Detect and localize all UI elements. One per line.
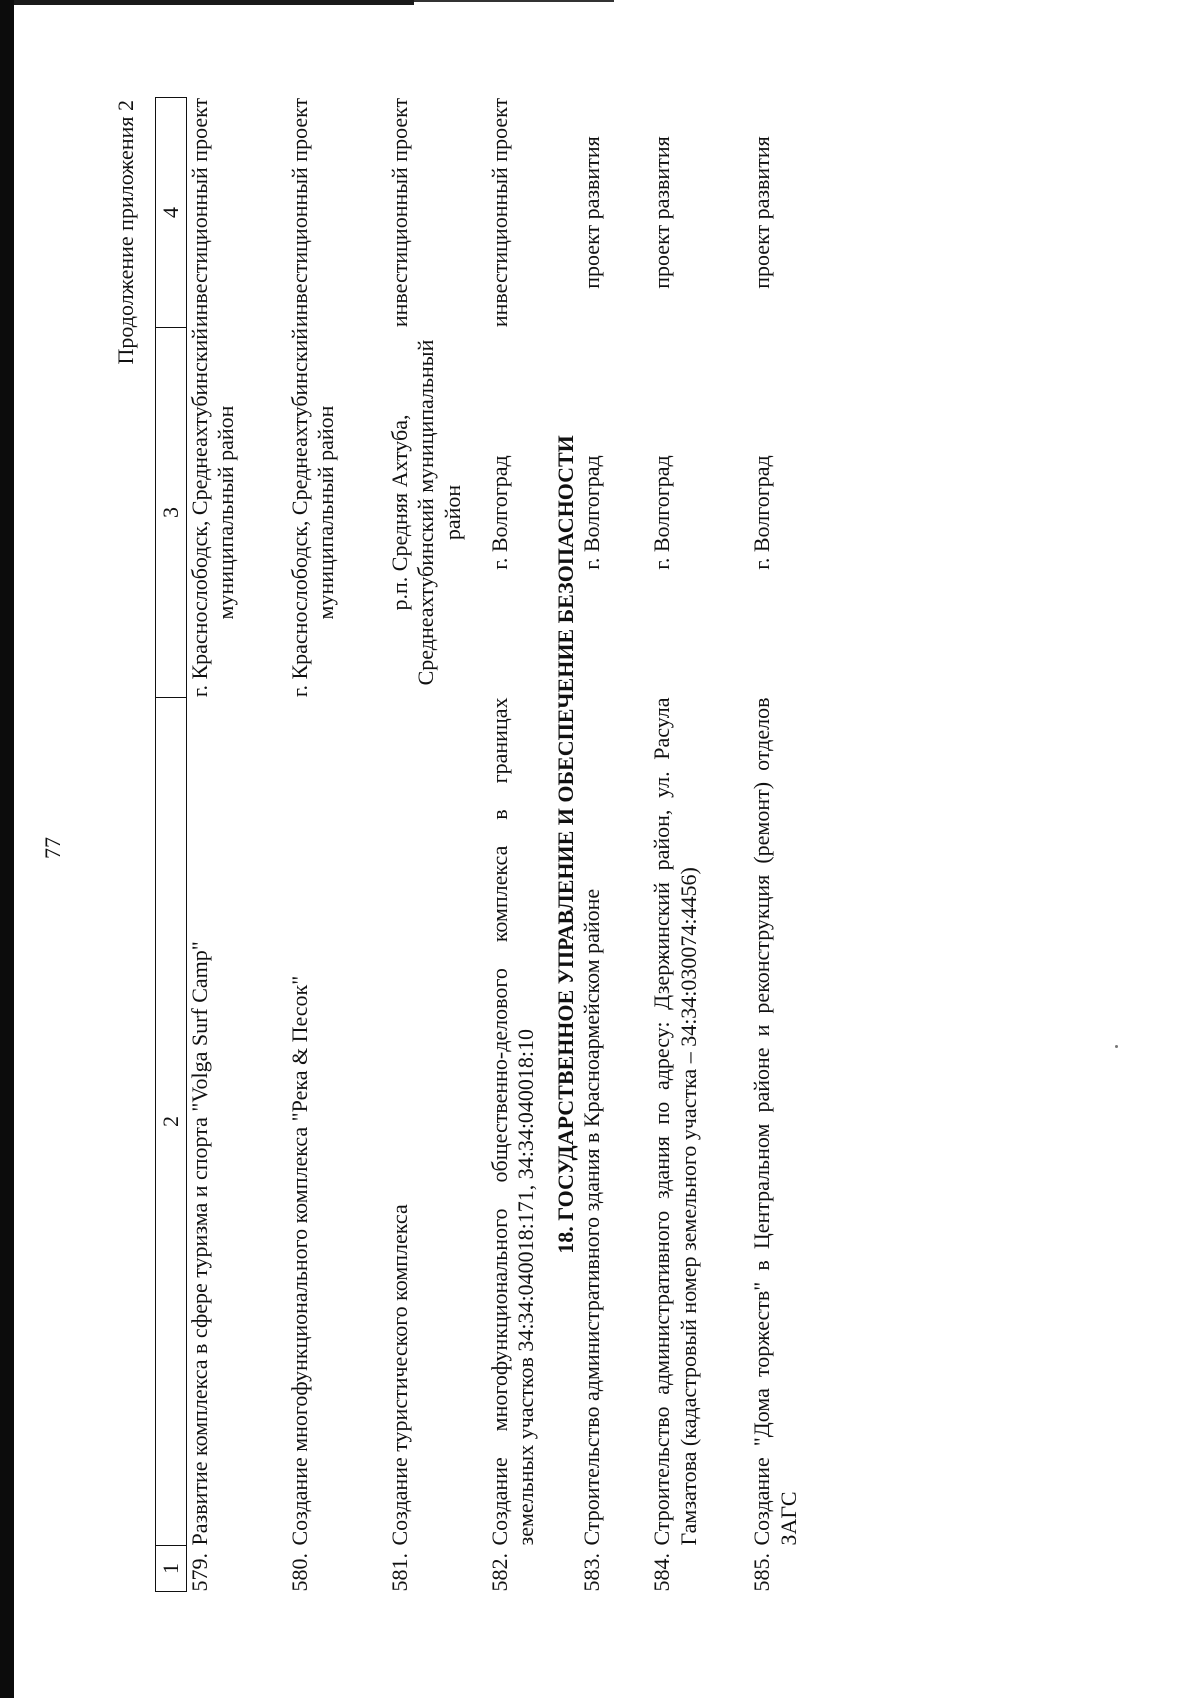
table-row [749, 98, 839, 1592]
page-number: 77 [40, 837, 65, 859]
column-header-2: 2 [156, 698, 187, 1546]
row-number: 585. [749, 1553, 775, 1592]
row-number: 581. [387, 1553, 412, 1592]
appendix-table [155, 97, 839, 1592]
project-type: инвестиционный проект [187, 97, 212, 328]
table-row [387, 98, 487, 1592]
project-name: Развитие комплекса в сфере туризма и спорта "Volga Surf Camp" [187, 941, 212, 1546]
continuation-label: Продолжение приложения 2 [113, 100, 138, 365]
project-name: Строительство административного здания в Красноармейском районе [579, 888, 605, 1546]
table-row [579, 98, 649, 1592]
project-location: г. Краснослободск, Среднеахтубинский муниципальный район [287, 327, 339, 698]
project-location: р.п. Средняя Ахтуба, Среднеахтубинский муниципальный район [387, 339, 465, 686]
section-title: 18. ГОСУДАРСТВЕННОЕ УПРАВЛЕНИЕ И ОБЕСПЕЧЕНИЕ БЕЗОПАСНОСТИ [553, 435, 578, 1254]
project-name: Создание туристического комплекса [387, 1204, 412, 1546]
column-header-1: 1 [156, 1546, 187, 1592]
column-header-row [156, 98, 187, 1592]
table-row [287, 98, 387, 1592]
row-number: 580. [287, 1553, 312, 1592]
project-type: инвестиционный проект [387, 97, 412, 328]
scan-speck [1115, 1045, 1118, 1048]
project-location: г. Волгоград [487, 455, 512, 570]
row-number: 583. [579, 1553, 605, 1592]
column-header-4: 4 [156, 98, 187, 328]
section-heading-row [553, 98, 579, 1592]
project-type: инвестиционный проект [287, 97, 312, 328]
project-name: Строительство административного здания по адресу: Дзержинский район, ул. Расула Гамзатова (кадастровый номер земельного участка – 34:34:030074:4456) [649, 697, 701, 1546]
project-name: Создание многофункционального комплекса "Река & Песок" [287, 975, 312, 1546]
row-number: 582. [487, 1553, 512, 1592]
row-number: 584. [649, 1553, 675, 1592]
project-type: инвестиционный проект [487, 97, 512, 328]
project-name: Создание "Дома торжеств" в Центральном районе и реконструкция (ремонт) отделов ЗАГС [749, 697, 801, 1546]
project-location: г. Краснослободск, Среднеахтубинский муниципальный район [187, 327, 239, 698]
column-header-3: 3 [156, 328, 187, 698]
project-type: проект развития [649, 136, 675, 289]
project-location: г. Волгоград [579, 455, 605, 570]
table-row [187, 98, 288, 1592]
table-row [487, 98, 553, 1592]
project-type: проект развития [749, 136, 775, 289]
project-type: проект развития [579, 136, 605, 289]
table-row [649, 98, 749, 1592]
project-location: г. Волгоград [649, 455, 675, 570]
project-name: Создание многофункционального общественно-делового комплекса в границах земельных участков 34:34:040018:171, 34:34:040018:10 [487, 697, 539, 1546]
row-number: 579. [187, 1553, 212, 1592]
project-location: г. Волгоград [749, 455, 775, 570]
